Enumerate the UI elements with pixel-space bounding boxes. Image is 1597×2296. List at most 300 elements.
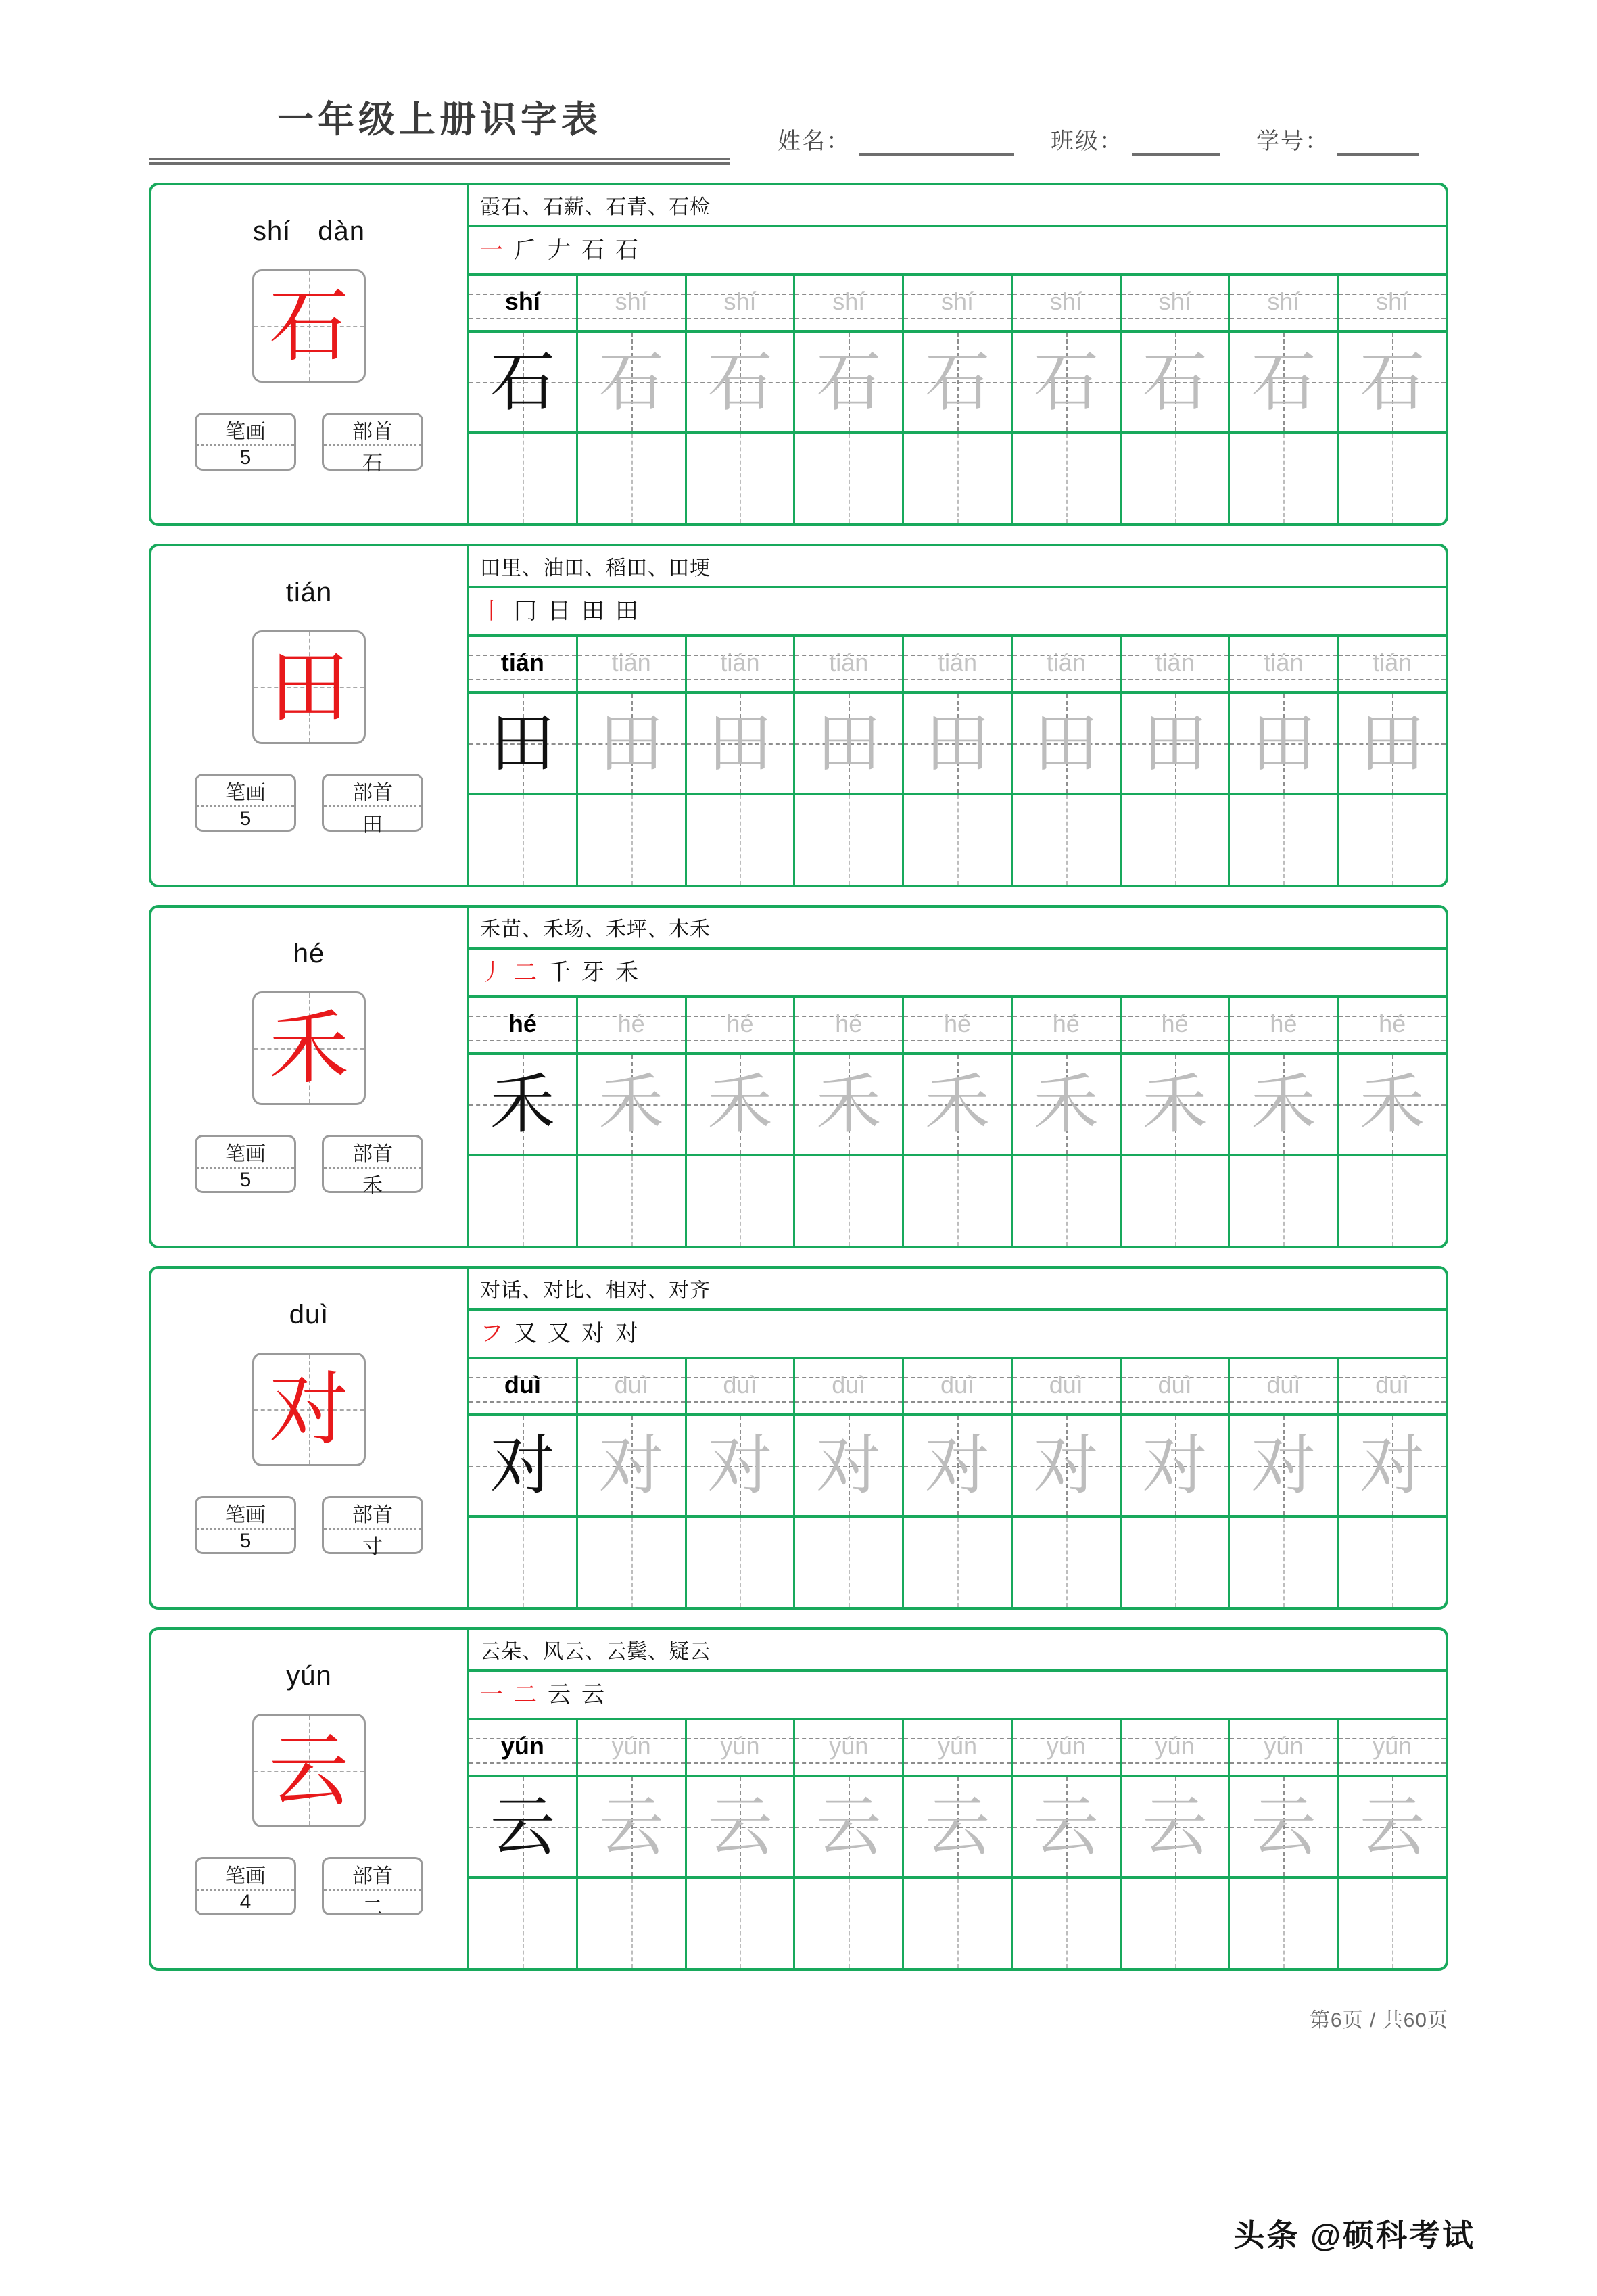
character-trace: 禾 — [598, 1067, 664, 1142]
character-block — [149, 1266, 1448, 1610]
radical-label: 部首 — [324, 776, 421, 807]
blank-practice-cell[interactable] — [578, 1518, 687, 1607]
pinyin-trace: shí — [1267, 287, 1300, 315]
character-info-panel — [151, 1269, 469, 1607]
character-trace: 石 — [1251, 344, 1316, 420]
stroke-count-label: 笔画 — [197, 1137, 294, 1169]
character-trace: 对 — [1033, 1428, 1099, 1503]
panel-pinyin-primary: shí — [252, 216, 291, 246]
pinyin-trace: shí — [723, 287, 757, 315]
student-id-field[interactable] — [1256, 122, 1419, 156]
model-character-glyph: 对 — [268, 1363, 349, 1456]
character-tracing-cell[interactable] — [1230, 1416, 1339, 1515]
stroke-count-box — [195, 1857, 296, 1915]
blank-practice-cell[interactable] — [687, 795, 796, 885]
character-tracing-cell[interactable] — [578, 1777, 687, 1876]
pinyin-tracing-cell[interactable] — [1339, 276, 1446, 330]
example-words-row: 禾苗、禾场、禾坪、木禾 — [469, 908, 1446, 950]
practice-panel — [469, 185, 1446, 523]
radical-value: 禾 — [362, 1175, 383, 1197]
blank-practice-cell[interactable] — [904, 795, 1013, 885]
blank-practice-cell[interactable] — [795, 1156, 904, 1246]
stroke-count-value: 5 — [239, 1530, 252, 1552]
pinyin-tracing-cell[interactable] — [1339, 637, 1446, 691]
stroke-count-box — [195, 1135, 296, 1193]
character-trace: 云 — [1142, 1789, 1208, 1865]
pinyin-tracing-cell[interactable] — [1339, 1720, 1446, 1775]
pinyin-trace: yún — [1373, 1732, 1412, 1760]
practice-panel — [469, 546, 1446, 885]
character-attribute-boxes — [195, 1135, 423, 1197]
blank-practice-cell[interactable] — [795, 795, 904, 885]
pinyin-trace: tián — [829, 649, 869, 676]
blank-practice-cell[interactable] — [1339, 1879, 1446, 1968]
blank-practice-cell[interactable] — [1122, 1879, 1231, 1968]
practice-panel — [469, 908, 1446, 1246]
stroke-count-value: 5 — [239, 446, 252, 469]
pinyin-tracing-row — [469, 637, 1446, 694]
pinyin-tracing-cell[interactable] — [578, 637, 687, 691]
blank-practice-cell[interactable] — [1122, 795, 1231, 885]
blank-practice-cell[interactable] — [1122, 434, 1231, 523]
stroke-step: 二 — [514, 959, 537, 986]
panel-pinyin-primary: tián — [285, 578, 333, 607]
pinyin-model: yún — [500, 1732, 544, 1760]
blank-practice-cell[interactable] — [687, 434, 796, 523]
pinyin-model: hé — [508, 1010, 537, 1037]
character-tracing-cell[interactable] — [1339, 1416, 1446, 1515]
pinyin-trace: duì — [723, 1371, 757, 1399]
name-field-input[interactable] — [859, 133, 1014, 156]
pinyin-tracing-cell[interactable] — [1122, 276, 1231, 330]
pinyin-tracing-cell[interactable] — [795, 998, 904, 1052]
pinyin-tracing-row — [469, 1720, 1446, 1777]
pinyin-tracing-cell[interactable] — [687, 276, 796, 330]
stroke-step: 丿 — [480, 959, 503, 986]
model-character-box — [252, 991, 366, 1105]
panel-pinyin-alternate: dàn — [318, 216, 366, 246]
character-tracing-cell[interactable] — [904, 1416, 1013, 1515]
pinyin-model: shí — [504, 287, 540, 315]
pinyin-tracing-row — [469, 1359, 1446, 1416]
pinyin-tracing-cell[interactable] — [904, 1720, 1013, 1775]
character-tracing-cell[interactable] — [1122, 1055, 1231, 1154]
pinyin-tracing-cell[interactable] — [469, 276, 578, 330]
blank-practice-row — [469, 1156, 1446, 1246]
blank-practice-cell[interactable] — [578, 434, 687, 523]
pinyin-trace: shí — [615, 287, 648, 315]
stroke-step: 千 — [548, 959, 571, 986]
stroke-count-value: 4 — [239, 1891, 252, 1913]
pinyin-trace: hé — [1052, 1010, 1080, 1037]
character-tracing-cell[interactable] — [904, 694, 1013, 793]
stroke-count-box — [195, 1496, 296, 1554]
stroke-step: 𠂆 — [514, 237, 537, 264]
character-tracing-cell[interactable] — [1230, 1777, 1339, 1876]
pinyin-trace: hé — [835, 1010, 863, 1037]
pinyin-trace: duì — [1375, 1371, 1410, 1399]
pinyin-tracing-cell[interactable] — [687, 1720, 796, 1775]
student-id-field-input[interactable] — [1337, 133, 1419, 156]
model-character-box — [252, 269, 366, 383]
blank-practice-cell[interactable] — [1122, 1156, 1231, 1246]
stroke-count-value: 5 — [239, 807, 252, 830]
blank-practice-cell[interactable] — [687, 1879, 796, 1968]
blank-practice-cell[interactable] — [469, 434, 578, 523]
pinyin-tracing-cell[interactable] — [1013, 998, 1122, 1052]
character-trace: 田 — [598, 705, 664, 781]
stroke-step: 一 — [480, 237, 503, 264]
character-model: 云 — [490, 1789, 555, 1865]
pinyin-tracing-cell[interactable] — [904, 276, 1013, 330]
example-words-row: 云朵、风云、云鬓、疑云 — [469, 1630, 1446, 1672]
pinyin-tracing-cell[interactable] — [578, 1359, 687, 1413]
character-tracing-cell[interactable] — [904, 1055, 1013, 1154]
character-trace: 云 — [1251, 1789, 1316, 1865]
stroke-count-box — [195, 413, 296, 471]
character-tracing-cell[interactable] — [1230, 333, 1339, 431]
character-trace: 禾 — [1033, 1067, 1099, 1142]
pinyin-trace: shí — [1376, 287, 1409, 315]
blank-practice-cell[interactable] — [904, 1879, 1013, 1968]
pinyin-tracing-cell[interactable] — [1013, 276, 1122, 330]
stroke-step: 又 — [548, 1320, 571, 1347]
blank-practice-cell[interactable] — [578, 1879, 687, 1968]
model-character-glyph: 禾 — [268, 1002, 349, 1095]
title-block — [149, 91, 730, 183]
character-tracing-cell[interactable] — [1013, 1416, 1122, 1515]
pinyin-trace: yún — [1046, 1732, 1086, 1760]
blank-practice-cell[interactable] — [1013, 434, 1122, 523]
example-words-row: 对话、对比、相对、对齐 — [469, 1269, 1446, 1311]
model-character-glyph: 田 — [268, 640, 349, 734]
character-block — [149, 1627, 1448, 1971]
blank-practice-row — [469, 434, 1446, 523]
stroke-count-label: 笔画 — [197, 1498, 294, 1530]
pinyin-tracing-cell[interactable] — [578, 998, 687, 1052]
blank-practice-cell[interactable] — [1013, 795, 1122, 885]
character-tracing-cell[interactable] — [687, 1777, 796, 1876]
pinyin-tracing-cell[interactable] — [904, 637, 1013, 691]
blank-practice-cell[interactable] — [795, 1879, 904, 1968]
character-tracing-cell[interactable] — [904, 333, 1013, 431]
character-tracing-cell[interactable] — [687, 1416, 796, 1515]
character-tracing-cell[interactable] — [687, 333, 796, 431]
blank-practice-cell[interactable] — [904, 1518, 1013, 1607]
blank-practice-cell[interactable] — [578, 795, 687, 885]
character-trace: 对 — [598, 1428, 664, 1503]
stroke-count-value: 5 — [239, 1169, 252, 1191]
character-tracing-cell[interactable] — [795, 1416, 904, 1515]
character-tracing-cell[interactable] — [578, 1055, 687, 1154]
character-tracing-cell[interactable] — [1339, 1055, 1446, 1154]
stroke-step: 石 — [581, 237, 604, 264]
stroke-step: 𠂇 — [548, 237, 571, 264]
character-trace: 对 — [816, 1428, 882, 1503]
pinyin-tracing-cell[interactable] — [1122, 1720, 1231, 1775]
stroke-order-row — [469, 227, 1446, 276]
radical-value: 寸 — [362, 1536, 383, 1558]
character-tracing-row — [469, 1777, 1446, 1879]
character-tracing-row — [469, 1055, 1446, 1156]
character-trace: 禾 — [707, 1067, 773, 1142]
character-tracing-cell[interactable] — [1013, 1055, 1122, 1154]
blank-practice-cell[interactable] — [1013, 1518, 1122, 1607]
character-tracing-cell[interactable] — [1122, 1777, 1231, 1876]
character-trace: 石 — [816, 344, 882, 420]
pinyin-tracing-cell[interactable] — [1122, 637, 1231, 691]
character-tracing-cell[interactable] — [795, 1055, 904, 1154]
character-tracing-cell[interactable] — [1122, 694, 1231, 793]
pinyin-trace: yún — [937, 1732, 978, 1760]
pinyin-tracing-cell[interactable] — [1339, 998, 1446, 1052]
character-tracing-cell[interactable] — [795, 694, 904, 793]
character-tracing-cell[interactable] — [687, 1055, 796, 1154]
character-model: 禾 — [490, 1067, 555, 1142]
character-tracing-cell[interactable] — [1339, 694, 1446, 793]
radical-value: 田 — [362, 814, 383, 836]
character-trace: 禾 — [925, 1067, 991, 1142]
pinyin-tracing-cell[interactable] — [578, 276, 687, 330]
character-tracing-cell[interactable] — [1230, 694, 1339, 793]
character-model: 石 — [490, 344, 555, 420]
character-tracing-cell[interactable] — [795, 1777, 904, 1876]
model-character-box — [252, 1714, 366, 1827]
character-tracing-cell[interactable] — [795, 333, 904, 431]
blank-practice-cell[interactable] — [1230, 434, 1339, 523]
character-tracing-cell[interactable] — [469, 1777, 578, 1876]
radical-box — [322, 1135, 423, 1197]
radical-value: 石 — [362, 452, 383, 475]
pinyin-trace: tián — [1373, 649, 1412, 676]
character-tracing-cell[interactable] — [469, 1416, 578, 1515]
pinyin-trace: tián — [1155, 649, 1195, 676]
pinyin-tracing-cell[interactable] — [687, 1359, 796, 1413]
blank-practice-cell[interactable] — [795, 1518, 904, 1607]
character-tracing-cell[interactable] — [578, 333, 687, 431]
stroke-step: 冂 — [514, 598, 537, 625]
pinyin-tracing-cell[interactable] — [578, 1720, 687, 1775]
blank-practice-cell[interactable] — [1230, 795, 1339, 885]
stroke-step: 田 — [615, 598, 638, 625]
character-tracing-cell[interactable] — [687, 694, 796, 793]
blank-practice-cell[interactable] — [904, 1156, 1013, 1246]
pinyin-tracing-cell[interactable] — [1230, 637, 1339, 691]
character-trace: 云 — [1033, 1789, 1099, 1865]
pinyin-tracing-cell[interactable] — [904, 998, 1013, 1052]
pinyin-trace: tián — [1046, 649, 1086, 676]
blank-practice-cell[interactable] — [469, 1156, 578, 1246]
character-tracing-cell[interactable] — [904, 1777, 1013, 1876]
character-trace: 田 — [707, 705, 773, 781]
pinyin-tracing-cell[interactable] — [1339, 1359, 1446, 1413]
character-attribute-boxes — [195, 1857, 423, 1919]
blank-practice-cell[interactable] — [687, 1518, 796, 1607]
blank-practice-cell[interactable] — [1339, 795, 1446, 885]
character-trace: 田 — [816, 705, 882, 781]
character-trace: 石 — [925, 344, 991, 420]
pinyin-tracing-cell[interactable] — [687, 998, 796, 1052]
stroke-step: 一 — [480, 1681, 503, 1708]
panel-pinyin — [253, 216, 365, 250]
blank-practice-cell[interactable] — [1339, 1156, 1446, 1246]
blank-practice-cell[interactable] — [1230, 1879, 1339, 1968]
pinyin-trace: duì — [1158, 1371, 1192, 1399]
character-tracing-cell[interactable] — [578, 694, 687, 793]
character-model: 对 — [490, 1428, 555, 1503]
radical-label: 部首 — [324, 415, 421, 446]
character-tracing-cell[interactable] — [1013, 333, 1122, 431]
pinyin-trace: hé — [726, 1010, 754, 1037]
pinyin-tracing-cell[interactable] — [1013, 1359, 1122, 1413]
page-title: 一年级上册识字表 — [277, 99, 602, 140]
character-block — [149, 905, 1448, 1248]
student-meta-fields — [730, 122, 1419, 183]
pinyin-trace: tián — [937, 649, 978, 676]
pinyin-trace: hé — [1270, 1010, 1297, 1037]
pinyin-tracing-cell[interactable] — [795, 276, 904, 330]
character-tracing-row — [469, 1416, 1446, 1518]
pinyin-trace: duì — [1049, 1371, 1083, 1399]
pinyin-tracing-cell[interactable] — [1122, 1359, 1231, 1413]
stroke-order-row — [469, 950, 1446, 998]
character-trace: 云 — [598, 1789, 664, 1865]
pinyin-tracing-cell[interactable] — [1013, 1720, 1122, 1775]
blank-practice-cell[interactable] — [1339, 434, 1446, 523]
stroke-step: 田 — [581, 598, 604, 625]
pinyin-tracing-cell[interactable] — [469, 998, 578, 1052]
stroke-step: 对 — [615, 1320, 638, 1347]
stroke-step: 石 — [615, 237, 638, 264]
practice-panel — [469, 1269, 1446, 1607]
pinyin-tracing-row — [469, 276, 1446, 333]
blank-practice-cell[interactable] — [795, 434, 904, 523]
blank-practice-cell[interactable] — [469, 1518, 578, 1607]
character-trace: 禾 — [1360, 1067, 1425, 1142]
character-tracing-cell[interactable] — [469, 694, 578, 793]
pinyin-trace: yún — [829, 1732, 869, 1760]
blank-practice-cell[interactable] — [578, 1156, 687, 1246]
pinyin-trace: tián — [720, 649, 760, 676]
pinyin-tracing-cell[interactable] — [795, 1359, 904, 1413]
pinyin-trace: hé — [1379, 1010, 1406, 1037]
pinyin-tracing-cell[interactable] — [469, 1359, 578, 1413]
blank-practice-cell[interactable] — [1013, 1156, 1122, 1246]
pinyin-trace: shí — [941, 287, 974, 315]
character-tracing-cell[interactable] — [469, 333, 578, 431]
character-trace: 对 — [1360, 1428, 1425, 1503]
character-trace: 禾 — [816, 1067, 882, 1142]
character-trace: 云 — [925, 1789, 991, 1865]
model-character-glyph: 云 — [268, 1724, 349, 1817]
pinyin-tracing-cell[interactable] — [469, 637, 578, 691]
pinyin-tracing-row — [469, 998, 1446, 1055]
pinyin-tracing-cell[interactable] — [1230, 1359, 1339, 1413]
stroke-step: 丨 — [480, 598, 503, 625]
pinyin-tracing-cell[interactable] — [904, 1359, 1013, 1413]
character-trace: 对 — [925, 1428, 991, 1503]
character-info-panel — [151, 908, 469, 1246]
class-field[interactable] — [1051, 122, 1220, 156]
stroke-count-label: 笔画 — [197, 415, 294, 446]
practice-panel — [469, 1630, 1446, 1968]
blank-practice-row — [469, 1879, 1446, 1968]
character-attribute-boxes — [195, 1496, 423, 1558]
pinyin-trace: duì — [832, 1371, 866, 1399]
name-field[interactable] — [778, 122, 1014, 156]
character-trace: 云 — [1360, 1789, 1425, 1865]
radical-box — [322, 1496, 423, 1558]
panel-pinyin-primary: hé — [293, 939, 325, 968]
pinyin-tracing-cell[interactable] — [795, 637, 904, 691]
character-trace: 田 — [1033, 705, 1099, 781]
pinyin-model: duì — [504, 1371, 541, 1399]
character-trace: 禾 — [1142, 1067, 1208, 1142]
character-tracing-cell[interactable] — [469, 1055, 578, 1154]
panel-pinyin — [293, 939, 325, 973]
pinyin-trace: shí — [1049, 287, 1082, 315]
character-tracing-cell[interactable] — [1122, 1416, 1231, 1515]
blank-practice-cell[interactable] — [1013, 1879, 1122, 1968]
character-trace: 田 — [1142, 705, 1208, 781]
pinyin-trace: yún — [1155, 1732, 1195, 1760]
pinyin-tracing-cell[interactable] — [469, 1720, 578, 1775]
stroke-order-row — [469, 1311, 1446, 1359]
blank-practice-cell[interactable] — [904, 434, 1013, 523]
blank-practice-cell[interactable] — [1230, 1156, 1339, 1246]
blank-practice-cell[interactable] — [1122, 1518, 1231, 1607]
character-tracing-cell[interactable] — [1013, 1777, 1122, 1876]
blank-practice-cell[interactable] — [1230, 1518, 1339, 1607]
pinyin-tracing-cell[interactable] — [1230, 1720, 1339, 1775]
stroke-step: 云 — [581, 1681, 604, 1708]
pinyin-tracing-cell[interactable] — [1230, 276, 1339, 330]
stroke-step: 禾 — [615, 959, 638, 986]
pinyin-tracing-cell[interactable] — [795, 1720, 904, 1775]
name-field-label: 姓名： — [778, 128, 851, 154]
blank-practice-cell[interactable] — [469, 1879, 578, 1968]
character-tracing-cell[interactable] — [1230, 1055, 1339, 1154]
character-attribute-boxes — [195, 413, 423, 475]
blank-practice-cell[interactable] — [469, 795, 578, 885]
character-tracing-cell[interactable] — [1339, 1777, 1446, 1876]
pinyin-trace: duì — [1266, 1371, 1301, 1399]
student-id-field-label: 学号： — [1256, 128, 1329, 154]
radical-box — [322, 413, 423, 475]
pinyin-tracing-cell[interactable] — [1013, 637, 1122, 691]
pinyin-tracing-cell[interactable] — [687, 637, 796, 691]
blank-practice-cell[interactable] — [687, 1156, 796, 1246]
pinyin-tracing-cell[interactable] — [1122, 998, 1231, 1052]
character-tracing-cell[interactable] — [1013, 694, 1122, 793]
class-field-input[interactable] — [1132, 133, 1220, 156]
character-info-panel — [151, 1630, 469, 1968]
blank-practice-row — [469, 1518, 1446, 1607]
character-tracing-cell[interactable] — [1339, 333, 1446, 431]
example-words-row: 霞石、石薪、石青、石检 — [469, 185, 1446, 227]
character-trace: 石 — [1360, 344, 1425, 420]
blank-practice-cell[interactable] — [1339, 1518, 1446, 1607]
stroke-count-label: 笔画 — [197, 1859, 294, 1891]
pinyin-tracing-cell[interactable] — [1230, 998, 1339, 1052]
title-double-rule — [149, 158, 730, 165]
pinyin-trace: yún — [611, 1732, 651, 1760]
character-tracing-cell[interactable] — [578, 1416, 687, 1515]
class-field-label: 班级： — [1051, 128, 1124, 154]
radical-label: 部首 — [324, 1498, 421, 1530]
character-tracing-cell[interactable] — [1122, 333, 1231, 431]
pinyin-trace: tián — [1264, 649, 1304, 676]
